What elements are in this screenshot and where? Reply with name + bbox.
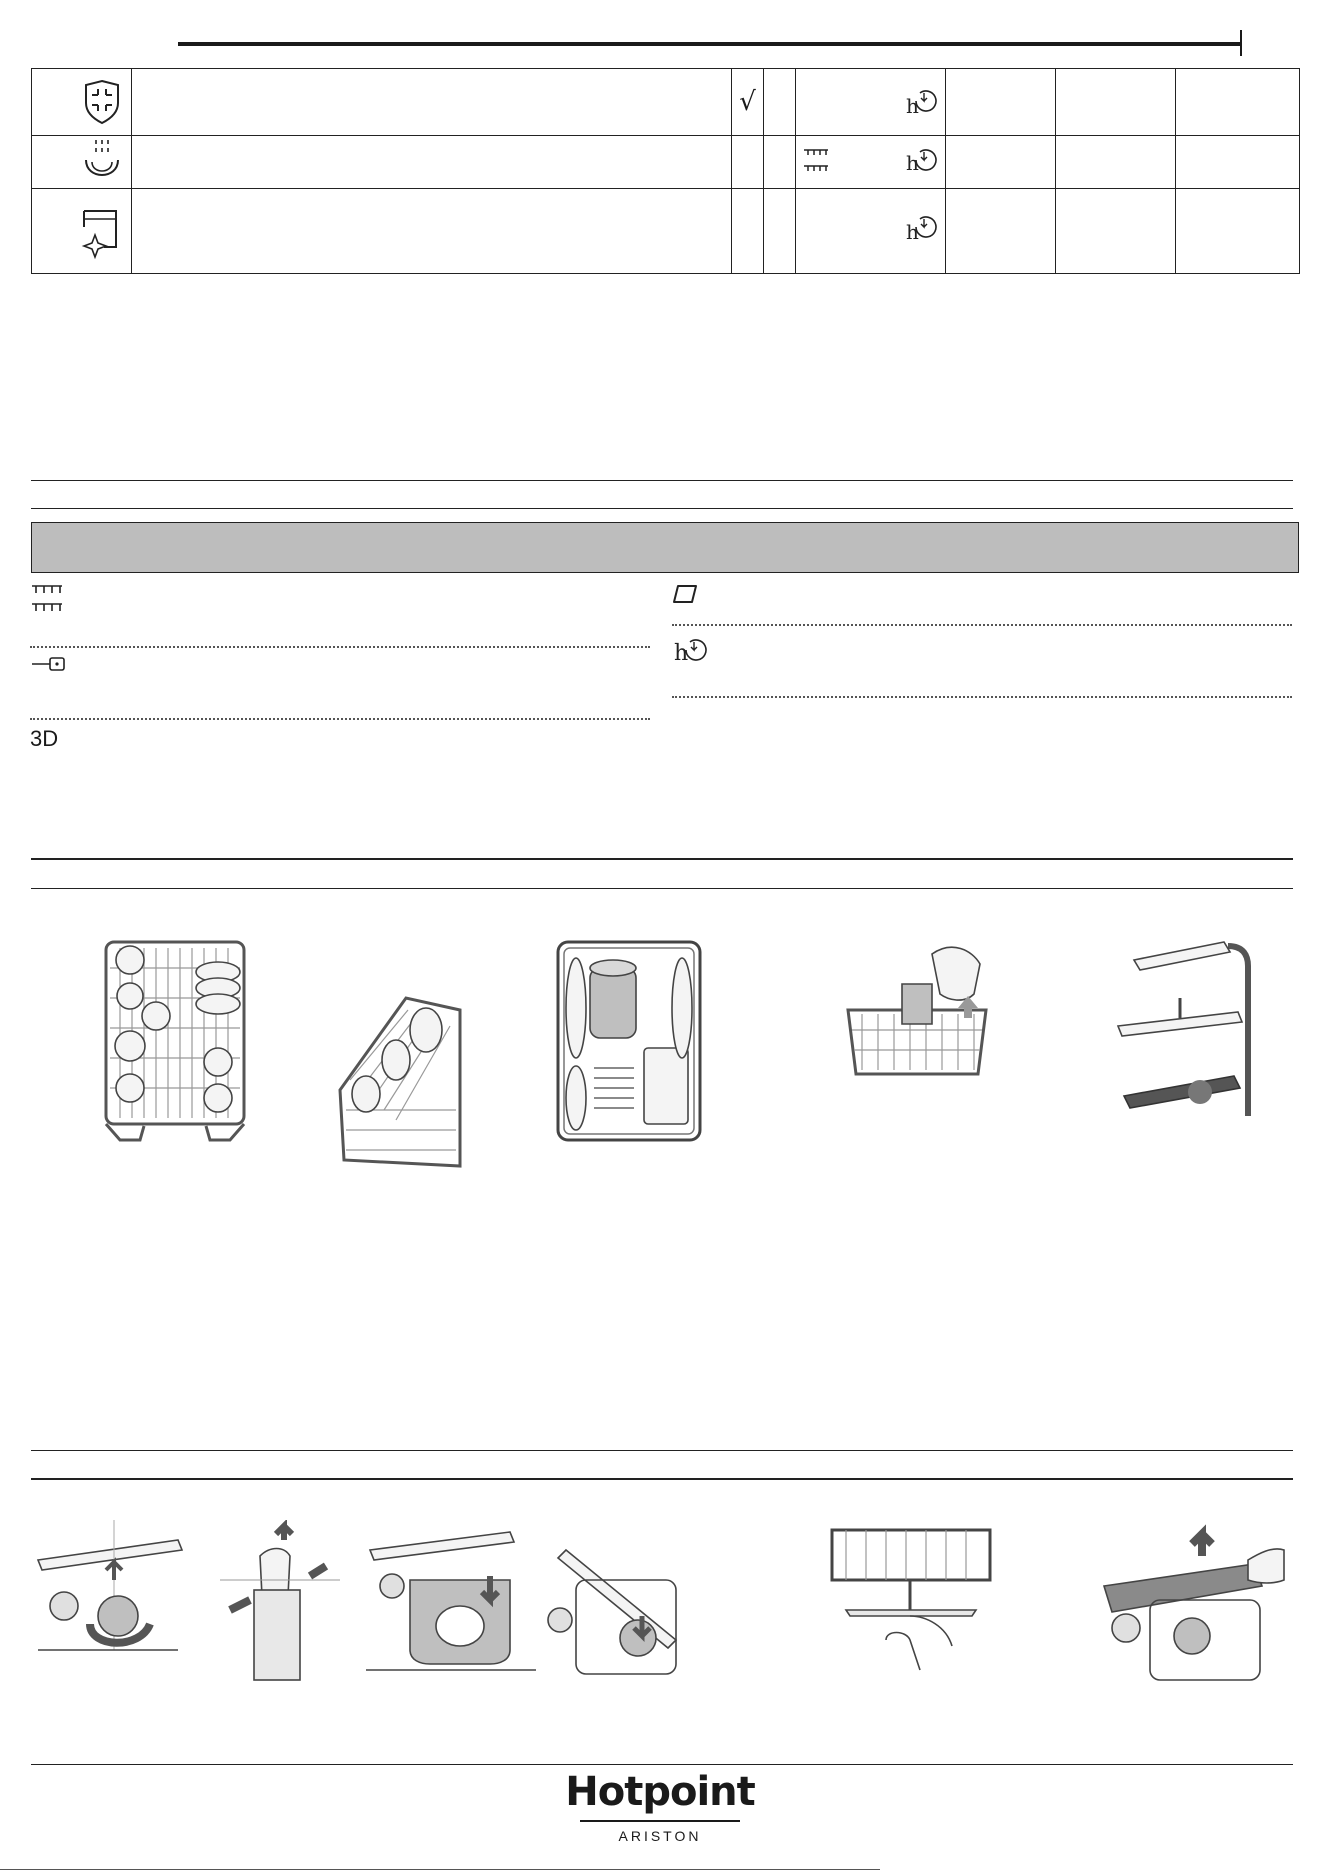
spray-arm-assembly-illustration bbox=[1110, 936, 1260, 1140]
row-icon-cell bbox=[32, 136, 132, 189]
table-row bbox=[32, 69, 1300, 136]
row-col6 bbox=[946, 189, 1056, 274]
row-description bbox=[132, 136, 732, 189]
row-col6 bbox=[946, 136, 1056, 189]
row-check bbox=[732, 136, 764, 189]
legend-divider bbox=[672, 696, 1292, 698]
brand-logo bbox=[560, 1769, 760, 1844]
row-description bbox=[132, 189, 732, 274]
delay-timer-icon bbox=[796, 189, 946, 273]
row-check: √ bbox=[732, 69, 764, 136]
row-icon-cell bbox=[32, 189, 132, 274]
svg-text:h: h bbox=[906, 220, 919, 244]
brand-subtitle: ARISTON bbox=[618, 1828, 702, 1844]
legend-divider bbox=[672, 624, 1292, 626]
row-col8 bbox=[1176, 69, 1300, 136]
section-rule bbox=[31, 1478, 1293, 1480]
3d-icon: 3D bbox=[30, 726, 59, 751]
legend-divider bbox=[30, 646, 650, 648]
svg-text:h: h bbox=[906, 94, 919, 118]
filter-removal-illustration bbox=[34, 1520, 184, 1680]
half-load-icon bbox=[796, 136, 946, 188]
filter-plate-illustration bbox=[366, 1520, 536, 1680]
section-rule bbox=[31, 1450, 1293, 1451]
legend-divider bbox=[30, 718, 650, 720]
cutlery-basket-illustration bbox=[842, 934, 992, 1084]
section-rule bbox=[31, 888, 1293, 889]
footer-rule bbox=[31, 1764, 1293, 1765]
section-rule bbox=[31, 858, 1293, 860]
row-icon-cell bbox=[32, 69, 132, 136]
brand-underline bbox=[580, 1820, 740, 1822]
sparkle-clean-icon bbox=[32, 189, 132, 273]
row-timer-cell bbox=[796, 136, 946, 189]
row-col7 bbox=[1056, 189, 1176, 274]
upper-arm-removal-illustration bbox=[826, 1520, 996, 1690]
filter-reinsert-illustration bbox=[546, 1520, 686, 1680]
row-timer-cell bbox=[796, 69, 946, 136]
table-row bbox=[32, 136, 1300, 189]
bottom-rule bbox=[0, 1869, 880, 1870]
svg-text:h: h bbox=[906, 151, 919, 175]
delay-timer-icon bbox=[796, 69, 946, 135]
table-row bbox=[32, 189, 1300, 274]
svg-text:h: h bbox=[674, 641, 689, 666]
row-col7 bbox=[1056, 136, 1176, 189]
tablet-icon bbox=[672, 582, 700, 606]
row-col6 bbox=[946, 69, 1056, 136]
upper-rack-illustration bbox=[336, 990, 466, 1170]
row-col8 bbox=[1176, 189, 1300, 274]
section-rule bbox=[31, 508, 1293, 509]
half-load-icon bbox=[30, 580, 66, 620]
row-blank bbox=[764, 189, 796, 274]
top-rule-tick bbox=[1240, 30, 1242, 56]
row-col7 bbox=[1056, 69, 1176, 136]
options-table bbox=[31, 68, 1300, 274]
lower-rack-illustration bbox=[100, 938, 250, 1144]
row-description bbox=[132, 69, 732, 136]
dishwasher-loaded-illustration bbox=[554, 938, 704, 1144]
section-rule bbox=[31, 480, 1293, 481]
delay-timer-icon bbox=[672, 634, 712, 668]
row-check bbox=[732, 189, 764, 274]
extra-dry-icon bbox=[32, 136, 132, 188]
sanitize-shield-icon bbox=[32, 69, 132, 135]
brand-name: Hotpoint bbox=[565, 1769, 755, 1815]
row-timer-cell bbox=[796, 189, 946, 274]
filter-lift-illustration bbox=[220, 1520, 340, 1686]
row-blank bbox=[764, 136, 796, 189]
row-col8 bbox=[1176, 136, 1300, 189]
row-blank bbox=[764, 69, 796, 136]
top-rule bbox=[178, 42, 1240, 46]
lower-arm-removal-illustration bbox=[1098, 1520, 1288, 1684]
section-banner bbox=[31, 522, 1299, 573]
key-lock-icon bbox=[30, 654, 66, 674]
